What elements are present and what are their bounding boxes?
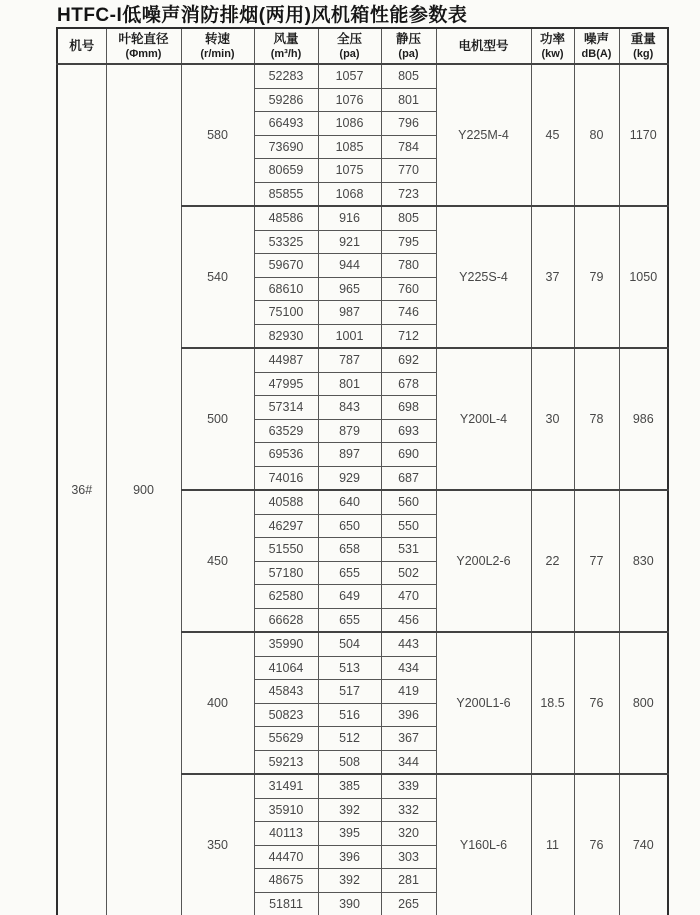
static-pressure-cell: 531 xyxy=(381,538,436,562)
total-pressure-cell: 987 xyxy=(318,301,381,325)
air-volume-cell: 44470 xyxy=(254,845,318,869)
header-sub-label: (kw) xyxy=(541,47,564,60)
static-pressure-cell: 367 xyxy=(381,727,436,751)
air-volume-cell: 66628 xyxy=(254,608,318,632)
static-pressure-cell: 801 xyxy=(381,88,436,112)
static-pressure-cell: 805 xyxy=(381,64,436,88)
machine-no-cell: 36# xyxy=(57,64,106,915)
header-machine-no xyxy=(57,28,106,64)
total-pressure-cell: 1086 xyxy=(318,112,381,136)
air-volume-cell: 66493 xyxy=(254,112,318,136)
header-sub-label: (kg) xyxy=(633,47,654,60)
static-pressure-cell: 678 xyxy=(381,372,436,396)
air-volume-cell: 35910 xyxy=(254,798,318,822)
header-sub-label: (m³/h) xyxy=(270,47,302,60)
static-pressure-cell: 770 xyxy=(381,159,436,183)
header-sub-label: (Φmm) xyxy=(125,47,162,60)
weight-cell: 1050 xyxy=(619,206,668,348)
total-pressure-cell: 655 xyxy=(318,561,381,585)
static-pressure-cell: 550 xyxy=(381,514,436,538)
total-pressure-cell: 921 xyxy=(318,230,381,254)
weight-cell: 986 xyxy=(619,348,668,490)
motor-model-cell: Y225M-4 xyxy=(436,64,531,206)
weight-cell: 740 xyxy=(619,774,668,915)
power-cell: 18.5 xyxy=(531,632,574,774)
table-header xyxy=(57,28,668,64)
total-pressure-cell: 879 xyxy=(318,419,381,443)
static-pressure-cell: 698 xyxy=(381,396,436,420)
air-volume-cell: 68610 xyxy=(254,277,318,301)
air-volume-cell: 59213 xyxy=(254,750,318,774)
total-pressure-cell: 944 xyxy=(318,254,381,278)
air-volume-cell: 57314 xyxy=(254,396,318,420)
motor-model-cell: Y200L-4 xyxy=(436,348,531,490)
weight-cell: 830 xyxy=(619,490,668,632)
power-cell: 45 xyxy=(531,64,574,206)
air-volume-cell: 51550 xyxy=(254,538,318,562)
total-pressure-cell: 1076 xyxy=(318,88,381,112)
total-pressure-cell: 897 xyxy=(318,443,381,467)
table-body xyxy=(57,64,668,915)
table-row xyxy=(57,64,668,88)
total-pressure-cell: 517 xyxy=(318,680,381,704)
static-pressure-cell: 419 xyxy=(381,680,436,704)
static-pressure-cell: 456 xyxy=(381,608,436,632)
air-volume-cell: 73690 xyxy=(254,135,318,159)
performance-table xyxy=(56,27,669,915)
header-power xyxy=(531,28,574,64)
speed-cell: 350 xyxy=(181,774,254,915)
static-pressure-cell: 712 xyxy=(381,324,436,348)
motor-model-cell: Y160L-6 xyxy=(436,774,531,915)
total-pressure-cell: 1075 xyxy=(318,159,381,183)
power-cell: 22 xyxy=(531,490,574,632)
total-pressure-cell: 965 xyxy=(318,277,381,301)
air-volume-cell: 31491 xyxy=(254,774,318,798)
total-pressure-cell: 516 xyxy=(318,703,381,727)
air-volume-cell: 53325 xyxy=(254,230,318,254)
air-volume-cell: 74016 xyxy=(254,466,318,490)
static-pressure-cell: 344 xyxy=(381,750,436,774)
air-volume-cell: 51811 xyxy=(254,892,318,915)
total-pressure-cell: 787 xyxy=(318,348,381,372)
static-pressure-cell: 692 xyxy=(381,348,436,372)
air-volume-cell: 50823 xyxy=(254,703,318,727)
header-label: 风量 xyxy=(273,31,299,46)
motor-model-cell: Y225S-4 xyxy=(436,206,531,348)
total-pressure-cell: 392 xyxy=(318,798,381,822)
speed-cell: 580 xyxy=(181,64,254,206)
air-volume-cell: 35990 xyxy=(254,632,318,656)
air-volume-cell: 47995 xyxy=(254,372,318,396)
air-volume-cell: 45843 xyxy=(254,680,318,704)
static-pressure-cell: 281 xyxy=(381,869,436,893)
static-pressure-cell: 760 xyxy=(381,277,436,301)
static-pressure-cell: 560 xyxy=(381,490,436,514)
speed-cell: 400 xyxy=(181,632,254,774)
header-static-pressure xyxy=(381,28,436,64)
total-pressure-cell: 1001 xyxy=(318,324,381,348)
header-sub-label: (pa) xyxy=(339,47,360,60)
static-pressure-cell: 746 xyxy=(381,301,436,325)
header-air-volume xyxy=(254,28,318,64)
static-pressure-cell: 502 xyxy=(381,561,436,585)
header-label: 转速 xyxy=(204,31,230,46)
air-volume-cell: 55629 xyxy=(254,727,318,751)
static-pressure-cell: 434 xyxy=(381,656,436,680)
static-pressure-cell: 796 xyxy=(381,112,436,136)
header-motor-model xyxy=(436,28,531,64)
static-pressure-cell: 303 xyxy=(381,845,436,869)
air-volume-cell: 82930 xyxy=(254,324,318,348)
speed-cell: 450 xyxy=(181,490,254,632)
power-cell: 37 xyxy=(531,206,574,348)
static-pressure-cell: 805 xyxy=(381,206,436,230)
air-volume-cell: 48586 xyxy=(254,206,318,230)
total-pressure-cell: 385 xyxy=(318,774,381,798)
static-pressure-cell: 693 xyxy=(381,419,436,443)
total-pressure-cell: 801 xyxy=(318,372,381,396)
speed-cell: 500 xyxy=(181,348,254,490)
air-volume-cell: 59286 xyxy=(254,88,318,112)
speed-cell: 540 xyxy=(181,206,254,348)
static-pressure-cell: 784 xyxy=(381,135,436,159)
static-pressure-cell: 470 xyxy=(381,585,436,609)
static-pressure-cell: 687 xyxy=(381,466,436,490)
header-weight xyxy=(619,28,668,64)
total-pressure-cell: 1057 xyxy=(318,64,381,88)
noise-cell: 79 xyxy=(574,206,619,348)
weight-cell: 800 xyxy=(619,632,668,774)
noise-cell: 80 xyxy=(574,64,619,206)
header-label: 叶轮直径 xyxy=(118,31,169,46)
static-pressure-cell: 339 xyxy=(381,774,436,798)
header-speed xyxy=(181,28,254,64)
static-pressure-cell: 780 xyxy=(381,254,436,278)
header-label: 功率 xyxy=(539,31,565,46)
header-label: 机号 xyxy=(69,38,95,53)
static-pressure-cell: 443 xyxy=(381,632,436,656)
total-pressure-cell: 504 xyxy=(318,632,381,656)
total-pressure-cell: 1068 xyxy=(318,182,381,206)
header-noise xyxy=(574,28,619,64)
header-total-pressure xyxy=(318,28,381,64)
header-label: 全压 xyxy=(336,31,362,46)
header-label: 噪声 xyxy=(583,31,609,46)
noise-cell: 76 xyxy=(574,774,619,915)
static-pressure-cell: 795 xyxy=(381,230,436,254)
static-pressure-cell: 332 xyxy=(381,798,436,822)
air-volume-cell: 69536 xyxy=(254,443,318,467)
air-volume-cell: 41064 xyxy=(254,656,318,680)
power-cell: 30 xyxy=(531,348,574,490)
noise-cell: 76 xyxy=(574,632,619,774)
air-volume-cell: 46297 xyxy=(254,514,318,538)
total-pressure-cell: 390 xyxy=(318,892,381,915)
air-volume-cell: 80659 xyxy=(254,159,318,183)
header-row xyxy=(57,28,668,64)
air-volume-cell: 40588 xyxy=(254,490,318,514)
header-sub-label: (r/min) xyxy=(200,47,235,60)
total-pressure-cell: 508 xyxy=(318,750,381,774)
air-volume-cell: 85855 xyxy=(254,182,318,206)
air-volume-cell: 59670 xyxy=(254,254,318,278)
header-impeller-diameter xyxy=(106,28,181,64)
header-label: 静压 xyxy=(395,31,421,46)
total-pressure-cell: 513 xyxy=(318,656,381,680)
total-pressure-cell: 512 xyxy=(318,727,381,751)
static-pressure-cell: 690 xyxy=(381,443,436,467)
static-pressure-cell: 265 xyxy=(381,892,436,915)
total-pressure-cell: 640 xyxy=(318,490,381,514)
total-pressure-cell: 392 xyxy=(318,869,381,893)
weight-cell: 1170 xyxy=(619,64,668,206)
impeller-diameter-cell: 900 xyxy=(106,64,181,915)
motor-model-cell: Y200L1-6 xyxy=(436,632,531,774)
noise-cell: 78 xyxy=(574,348,619,490)
air-volume-cell: 62580 xyxy=(254,585,318,609)
static-pressure-cell: 723 xyxy=(381,182,436,206)
header-sub-label: dB(A) xyxy=(581,47,612,60)
air-volume-cell: 52283 xyxy=(254,64,318,88)
total-pressure-cell: 655 xyxy=(318,608,381,632)
page-title: HTFC-I低噪声消防排烟(两用)风机箱性能参数表 xyxy=(57,5,468,26)
total-pressure-cell: 649 xyxy=(318,585,381,609)
header-sub-label: (pa) xyxy=(398,47,419,60)
air-volume-cell: 44987 xyxy=(254,348,318,372)
static-pressure-cell: 320 xyxy=(381,822,436,846)
power-cell: 11 xyxy=(531,774,574,915)
header-label: 电机型号 xyxy=(458,38,509,53)
air-volume-cell: 48675 xyxy=(254,869,318,893)
total-pressure-cell: 396 xyxy=(318,845,381,869)
total-pressure-cell: 916 xyxy=(318,206,381,230)
noise-cell: 77 xyxy=(574,490,619,632)
total-pressure-cell: 395 xyxy=(318,822,381,846)
motor-model-cell: Y200L2-6 xyxy=(436,490,531,632)
total-pressure-cell: 843 xyxy=(318,396,381,420)
static-pressure-cell: 396 xyxy=(381,703,436,727)
total-pressure-cell: 929 xyxy=(318,466,381,490)
air-volume-cell: 57180 xyxy=(254,561,318,585)
total-pressure-cell: 658 xyxy=(318,538,381,562)
air-volume-cell: 63529 xyxy=(254,419,318,443)
header-label: 重量 xyxy=(630,31,656,46)
total-pressure-cell: 1085 xyxy=(318,135,381,159)
air-volume-cell: 75100 xyxy=(254,301,318,325)
total-pressure-cell: 650 xyxy=(318,514,381,538)
air-volume-cell: 40113 xyxy=(254,822,318,846)
